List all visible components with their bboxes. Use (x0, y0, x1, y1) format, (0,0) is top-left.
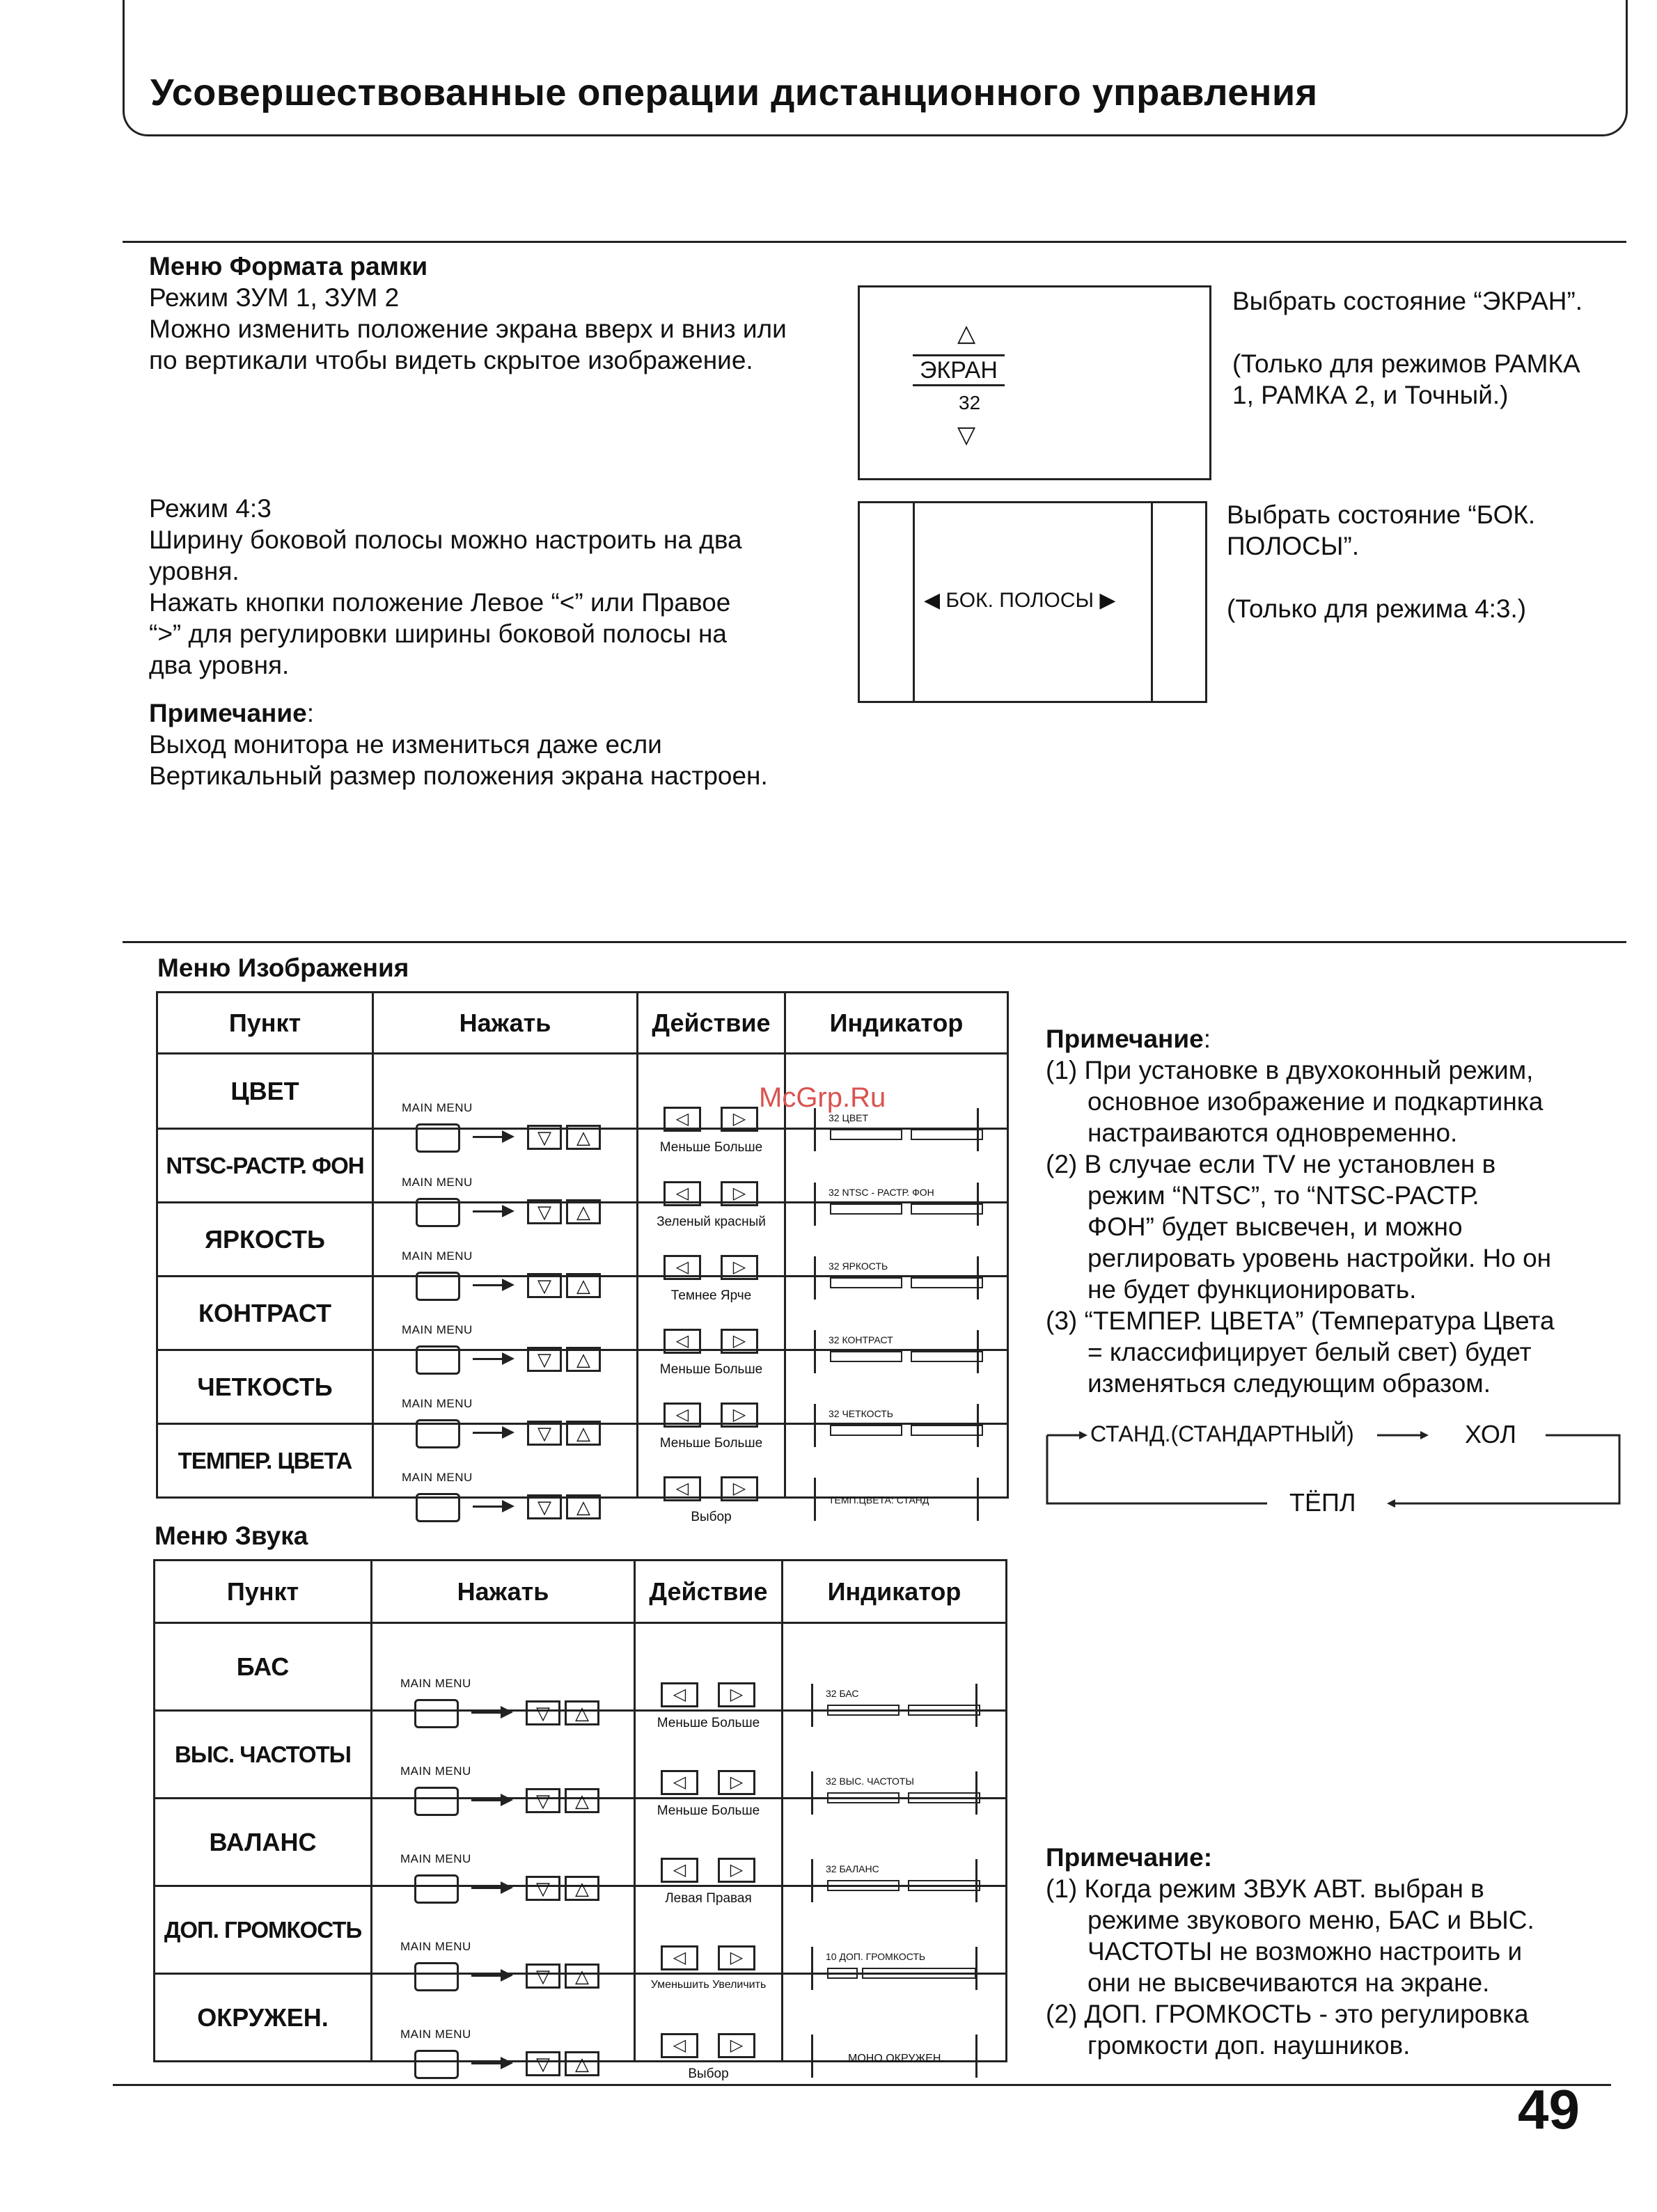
right-button-icon: ▷ (721, 1476, 758, 1501)
down-button-icon: ▽ (527, 1199, 562, 1224)
picture-note-line: (2) В случае если TV не установлен в (1046, 1150, 1496, 1178)
side-note-line: ПОЛОСЫ”. (1227, 532, 1360, 560)
sound-menu-heading: Меню Звука (155, 1522, 308, 1550)
screen-note-line: Выбрать состояние “ЭКРАН”. (1232, 287, 1583, 315)
main-menu-button (416, 1198, 460, 1227)
right-button-icon: ▷ (718, 1858, 755, 1883)
zoom-desc-line: Можно изменить положение экрана вверх и вниз или (149, 315, 787, 343)
picture-menu-table (156, 991, 1009, 1524)
down-triangle-icon: ▽ (957, 422, 976, 448)
up-button-icon: △ (566, 1421, 601, 1446)
up-button-icon: △ (566, 1273, 601, 1298)
menu-item: ВЫС. ЧАСТОТЫ (155, 1711, 372, 1799)
main-menu-button (414, 1787, 459, 1816)
right-button-icon: ▷ (718, 1682, 755, 1707)
left-button-icon: ◁ (661, 1945, 698, 1970)
picture-note-line: режим “NTSC”, то “NTSC-РАСТР. (1087, 1181, 1479, 1210)
side-osd-box (858, 501, 1207, 703)
table-row: ВЫС. ЧАСТОТЫ MAIN MENU ▽ △ ◁ ▷ Меньше Больше 32 ВЫС. ЧАСТОТЫ (155, 1711, 1007, 1799)
frame-note-line: Вертикальный размер положения экрана настроен. (149, 761, 768, 790)
menu-item: ЦВЕТ (157, 1054, 373, 1129)
right-button-icon: ▷ (721, 1181, 758, 1206)
main-menu-button (416, 1419, 460, 1448)
sound-note-line: ЧАСТОТЫ не возможно настроить и (1087, 1937, 1523, 1966)
table-row: ТЕМПЕР. ЦВЕТА MAIN MENU ▽ △ ◁ ▷ Выбор ТЕМП.ЦВЕТА: СТАНД (157, 1424, 1008, 1498)
main-menu-button (414, 2050, 459, 2079)
col-header: Нажать (373, 993, 638, 1054)
picture-note-line: изменяться следующим образом. (1087, 1369, 1491, 1398)
mode43-desc-line: два уровня. (149, 651, 290, 679)
menu-item: ВАЛАНС (155, 1799, 372, 1886)
right-button-icon: ▷ (721, 1329, 758, 1354)
temp-stand: СТАНД.(СТАНДАРТНЫЙ) (1090, 1421, 1354, 1446)
left-button-icon: ◁ (663, 1403, 701, 1428)
up-button-icon: △ (566, 1125, 601, 1150)
main-menu-button (414, 1699, 459, 1728)
sound-note: Примечание: (1046, 1843, 1213, 1872)
up-button-icon: △ (566, 1199, 601, 1224)
main-menu-button (414, 1874, 459, 1904)
table-row: КОНТРАСТ MAIN MENU ▽ △ ◁ ▷ Меньше Больше 32 КОНТРАСТ (157, 1277, 1008, 1350)
down-button-icon: ▽ (527, 1125, 562, 1150)
left-arrow-icon: ◀ (924, 589, 941, 612)
up-button-icon: △ (565, 2051, 599, 2076)
right-button-icon: ▷ (721, 1403, 758, 1428)
picture-note: Примечание: (1046, 1025, 1211, 1053)
left-button-icon: ◁ (661, 1770, 698, 1795)
frame-note-line: Выход монитора не измениться даже если (149, 730, 662, 759)
down-button-icon: ▽ (526, 1700, 560, 1725)
main-menu-button (416, 1493, 460, 1522)
side-note-line: Выбрать состояние “БОК. (1227, 500, 1536, 529)
up-button-icon: △ (566, 1494, 601, 1519)
sound-note-line: (1) Когда режим ЗВУК АВТ. выбран в (1046, 1874, 1484, 1903)
down-button-icon: ▽ (527, 1494, 562, 1519)
picture-note-line: ФОН” будет высвечен, и можно (1087, 1212, 1463, 1241)
menu-item: ДОП. ГРОМКОСТЬ (155, 1886, 372, 1974)
menu-item: ТЕМПЕР. ЦВЕТА (157, 1424, 373, 1498)
screen-osd-value: 32 (959, 392, 981, 413)
right-arrow-icon: ▶ (1099, 589, 1116, 612)
screen-osd-label: ЭКРАН (913, 354, 1005, 386)
col-header: Действие (635, 1561, 783, 1623)
picture-note-line: основное изображение и подкартинка (1087, 1087, 1544, 1116)
screen-note-line: (Только для режимов РАМКА (1232, 349, 1580, 378)
menu-item: БАС (155, 1623, 372, 1711)
down-button-icon: ▽ (527, 1273, 562, 1298)
left-button-icon: ◁ (661, 1858, 698, 1883)
table-row: ДОП. ГРОМКОСТЬ MAIN MENU ▽ △ ◁ ▷ Уменьшить Увеличить 10 ДОП. ГРОМКОСТЬ (155, 1886, 1007, 1974)
sound-note-line: (2) ДОП. ГРОМКОСТЬ - это регулировка (1046, 2000, 1529, 2028)
picture-note-line: = классифицирует белый свет) будет (1087, 1338, 1532, 1366)
mode43: Режим 4:3 (149, 494, 272, 523)
screen-osd-box (858, 285, 1211, 480)
down-button-icon: ▽ (526, 2051, 560, 2076)
bottom-rule (113, 2084, 1611, 2086)
sound-note-line: громкости доп. наушников. (1087, 2031, 1411, 2060)
main-menu-button (416, 1123, 460, 1153)
down-button-icon: ▽ (526, 1964, 560, 1989)
picture-note-line: настраиваются одновременно. (1087, 1119, 1458, 1147)
table-row: ЯРКОСТЬ MAIN MENU ▽ △ ◁ ▷ Темнее Ярче 32 ЯРКОСТЬ (157, 1203, 1008, 1277)
left-button-icon: ◁ (663, 1255, 701, 1280)
col-header: Пункт (155, 1561, 372, 1623)
title-frame (123, 0, 1628, 136)
zoom-mode: Режим ЗУМ 1, ЗУМ 2 (149, 283, 400, 312)
main-menu-button (416, 1272, 460, 1301)
col-header: Индикатор (785, 993, 1008, 1054)
up-triangle-icon: △ (957, 320, 976, 347)
down-button-icon: ▽ (527, 1421, 562, 1446)
main-menu-button (416, 1345, 460, 1375)
side-osd: ◀ БОК. ПОЛОСЫ ▶ (924, 589, 1116, 612)
col-header: Пункт (157, 993, 373, 1054)
left-button-icon: ◁ (663, 1107, 701, 1132)
main-menu-button (414, 1962, 459, 1991)
right-button-icon: ▷ (721, 1107, 758, 1132)
zoom-desc-line: по вертикали чтобы видеть скрытое изображение. (149, 346, 753, 374)
right-button-icon: ▷ (718, 1945, 755, 1970)
picture-note-line: не будет функционировать. (1087, 1275, 1417, 1304)
picture-note-line: (1) При установке в двухоконный режим, (1046, 1056, 1534, 1084)
up-button-icon: △ (565, 1788, 599, 1813)
col-header: Действие (638, 993, 785, 1054)
left-button-icon: ◁ (663, 1181, 701, 1206)
col-header: Индикатор (783, 1561, 1007, 1623)
left-button-icon: ◁ (663, 1329, 701, 1354)
temp-warm: ТЁПЛ (1289, 1488, 1356, 1517)
table-row: ОКРУЖЕН. MAIN MENU ▽ △ ◁ ▷ Выбор МОНО ОКРУЖЕН. (155, 1974, 1007, 2062)
picture-note-line: (3) “ТЕМПЕР. ЦВЕТА” (Температура Цвета (1046, 1306, 1555, 1335)
frame-note: Примечание: (149, 699, 314, 727)
menu-item: ЧЕТКОСТЬ (157, 1350, 373, 1424)
section-divider (123, 241, 1626, 243)
table-row: БАС MAIN MENU ▽ △ ◁ ▷ Меньше Больше 32 БАС (155, 1623, 1007, 1711)
screen-note-line: 1, РАМКА 2, и Точный.) (1232, 381, 1509, 409)
picture-note-line: реглировать уровень настройки. Но он (1087, 1244, 1552, 1272)
mode43-desc-line: Ширину боковой полосы можно настроить на два (149, 526, 742, 554)
sound-menu-table (153, 1559, 1007, 2081)
section-divider (123, 941, 1626, 943)
menu-item: ЯРКОСТЬ (157, 1203, 373, 1277)
right-button-icon: ▷ (721, 1255, 758, 1280)
left-button-icon: ◁ (661, 2033, 698, 2058)
col-header: Нажать (372, 1561, 635, 1623)
page-title: Усовершествованные операции дистанционного управления (150, 72, 1318, 113)
picture-menu-heading: Меню Изображения (157, 954, 409, 982)
left-button-icon: ◁ (663, 1476, 701, 1501)
down-button-icon: ▽ (526, 1876, 560, 1901)
sound-note-line: режиме звукового меню, БАС и ВЫС. (1087, 1906, 1534, 1934)
page-number: 49 (1518, 2078, 1580, 2140)
mode43-desc-line: “>” для регулировки ширины боковой полосы на (149, 619, 727, 648)
table-row: ВАЛАНС MAIN MENU ▽ △ ◁ ▷ Левая Правая 32 БАЛАНС (155, 1799, 1007, 1886)
mode43-desc-line: Нажать кнопки положение Левое “<” или Правое (149, 588, 731, 617)
left-button-icon: ◁ (661, 1682, 698, 1707)
right-button-icon: ▷ (718, 1770, 755, 1795)
menu-item: NTSC-РАСТР. ФОН (157, 1129, 373, 1203)
up-button-icon: △ (565, 1700, 599, 1725)
up-button-icon: △ (565, 1876, 599, 1901)
watermark: McGrp.Ru (759, 1082, 886, 1113)
side-note-line: (Только для режима 4:3.) (1227, 594, 1527, 623)
sound-note-line: они не высвечиваются на экране. (1087, 1968, 1490, 1997)
table-row: NTSC-РАСТР. ФОН MAIN MENU ▽ △ ◁ ▷ Зеленый красный 32 NTSC - РАСТР. ФОН (157, 1129, 1008, 1203)
table-row: ЦВЕТ MAIN MENU ▽ △ ◁ ▷ Меньше Больше 32 ЦВЕТ (157, 1054, 1008, 1129)
right-button-icon: ▷ (718, 2033, 755, 2058)
up-button-icon: △ (565, 1964, 599, 1989)
temp-cold: ХОЛ (1465, 1420, 1517, 1448)
down-button-icon: ▽ (526, 1788, 560, 1813)
table-row: ЧЕТКОСТЬ MAIN MENU ▽ △ ◁ ▷ Меньше Больше 32 ЧЕТКОСТЬ (157, 1350, 1008, 1424)
mode43-desc-line: уровня. (149, 557, 239, 585)
menu-item: ОКРУЖЕН. (155, 1974, 372, 2062)
color-temp-cycle (1044, 1414, 1622, 1519)
up-button-icon: △ (566, 1347, 601, 1372)
down-button-icon: ▽ (527, 1347, 562, 1372)
frame-menu-heading: Меню Формата рамки (149, 252, 428, 281)
menu-item: КОНТРАСТ (157, 1277, 373, 1350)
